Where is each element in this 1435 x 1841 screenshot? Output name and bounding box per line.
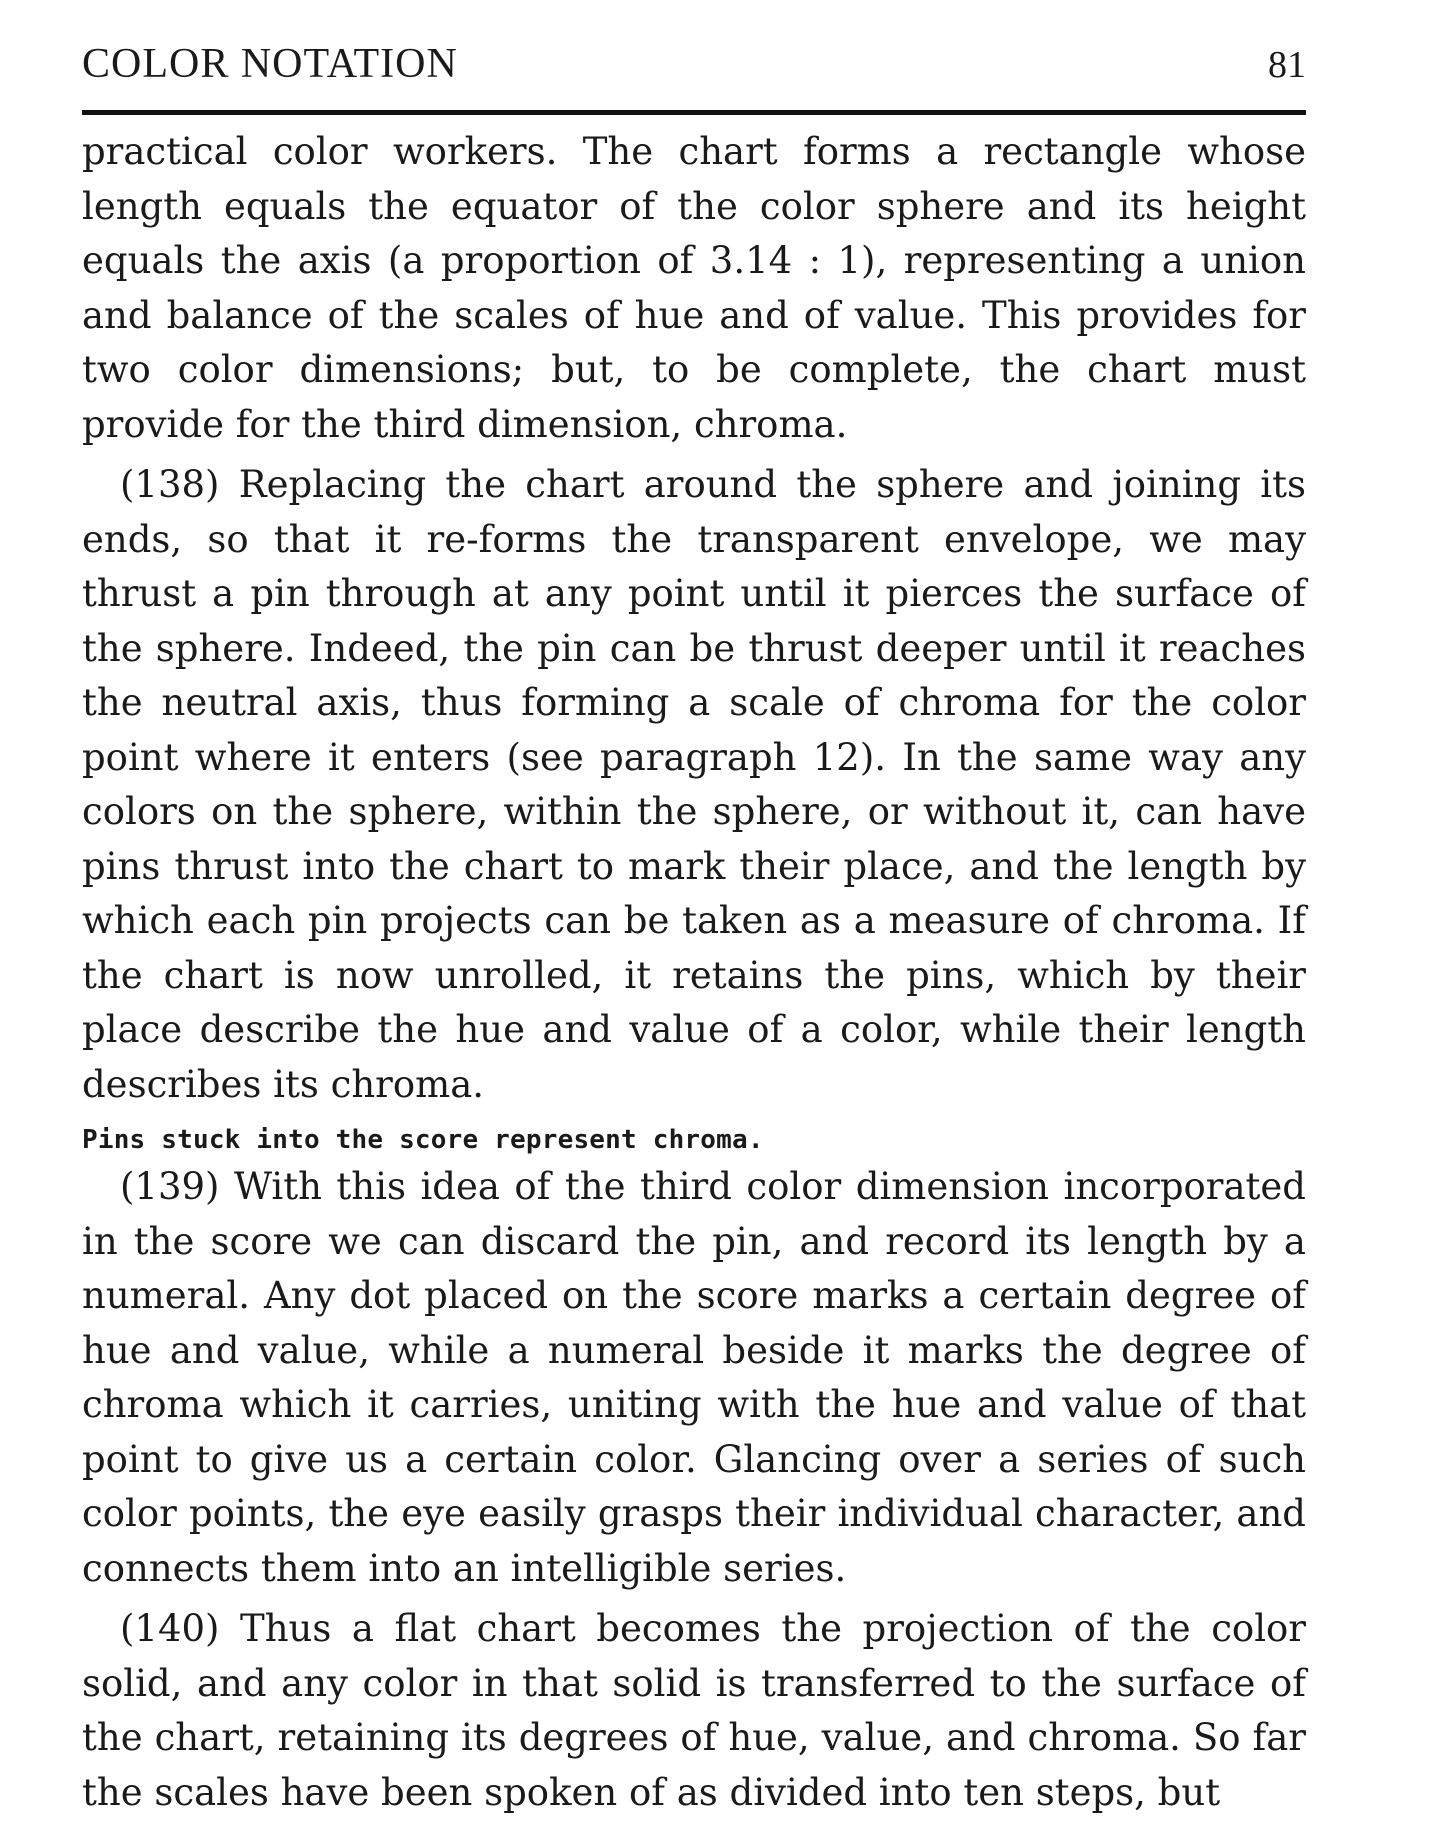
header-rule — [82, 110, 1306, 115]
running-head — [82, 40, 1306, 104]
paragraph-139: (139) With this idea of the third color dimension incorporated in the score we can discard the pin, and record its length by a numeral. Any dot placed on the score marks a certain degree of hue and value, while a numeral beside it marks the degree of chroma which it carries, uniting with the hue and value of that point to give us a certain color. Glancing over a series of such color points, the eye easily grasps their individual character, and connects them into an intelligible series. — [82, 1165, 1306, 1590]
paragraph-continued: practical color workers. The chart forms a rectangle whose length equals the equator of the color sphere and its height equals the axis (a proportion of 3.14 : 1), representing a union and balance of the scales of hue and of value. This provides for two color dimensions; but, to be complete, the chart must provide for the third dimension, chroma. — [82, 130, 1306, 446]
sidenote: Pins stuck into the score represent chroma. — [82, 1125, 764, 1155]
running-title: COLOR NOTATION — [82, 41, 458, 87]
paragraph-140: (140) Thus a flat chart becomes the projection of the color solid, and any color in that solid is transferred to the surface of the chart, retaining its degrees of hue, value, and chroma. So far the scales have been spoken of as divided into ten steps, but — [82, 1607, 1306, 1814]
paragraph-138: (138) Replacing the chart around the sphere and joining its ends, so that it re-forms the transparent envelope, we may thrust a pin through at any point until it pierces the surface of the sphere. Indeed, the pin can be thrust deeper until it reaches the neutral axis, thus forming a scale of chroma for the color point where it enters (see paragraph 12). In the same way any colors on the sphere, within the sphere, or without it, can have pins thrust into the chart to mark their place, and the length by which each pin projects can be taken as a measure of chroma. If the chart is now unrolled, it retains the pins, which by their place describe the hue and value of a color, while their length describes its chroma. — [82, 463, 1306, 1106]
book-page — [82, 40, 1306, 1820]
page-number: 81 — [1268, 44, 1306, 86]
